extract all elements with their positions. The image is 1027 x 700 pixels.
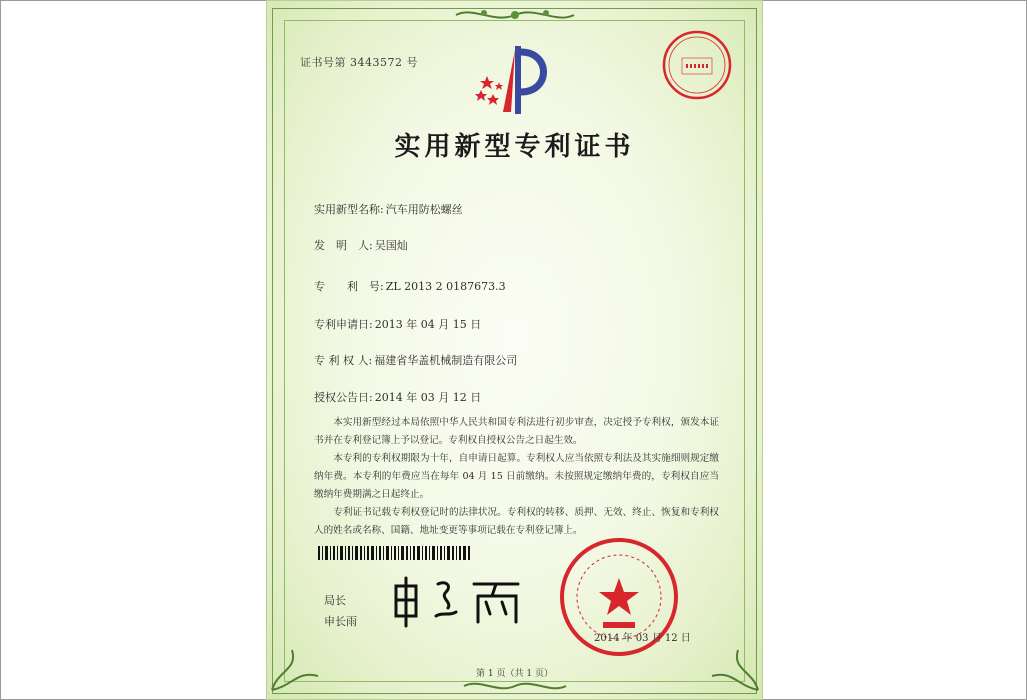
field-value: 汽车用防松螺丝 [385, 203, 463, 216]
page-number: 第 1 页（共 1 页） [476, 669, 553, 679]
corner-ornament-bottom-left [268, 630, 328, 694]
field-value: 2014 年 03 月 12 日 [374, 391, 482, 404]
body-paragraph: 专利证书记载专利权登记时的法律状况。专利权的转移、质押、无效、终止、恢复和专利权人的姓名或名称、国籍、地址变更等事项记载在专利登记簿上。 [314, 507, 719, 536]
barcode [318, 546, 470, 560]
agency-seal [660, 28, 734, 102]
field-value: ZL 2013 2 0187673.3 [385, 280, 506, 293]
certificate-number [300, 54, 418, 70]
patent-office-logo [471, 42, 557, 118]
field-value: 吴国灿 [374, 239, 408, 252]
signer-name: 申长雨 [324, 615, 357, 628]
bottom-vine-ornament [462, 678, 568, 694]
field-label: 实用新型名称: [314, 203, 384, 216]
field-label: 发 明 人: [314, 239, 373, 252]
certificate-number-suffix: 号 [406, 56, 418, 69]
handwritten-signature [386, 572, 536, 628]
certificate-body [314, 414, 719, 540]
field-application-date [314, 316, 481, 332]
signer-title: 局长 [324, 594, 346, 607]
seal-date: 2014 年 03 月 12 日 [594, 633, 691, 644]
patent-certificate [266, 0, 763, 700]
body-paragraph: 本实用新型经过本局依照中华人民共和国专利法进行初步审查，决定授予专利权，颁发本证书并在专利登记簿上予以登记。专利权自授权公告之日起生效。 [314, 417, 719, 446]
certificate-number-label: 证书号第 [300, 56, 346, 69]
certificate-number-value: 3443572 [350, 56, 403, 69]
field-inventor [314, 237, 408, 253]
field-patentee [314, 352, 517, 368]
field-label: 专利申请日: [314, 318, 373, 331]
corner-ornament-bottom-right [702, 630, 762, 694]
field-patent-number [314, 278, 506, 294]
field-label: 专 利 权 人: [314, 354, 373, 367]
certificate-title: 实用新型专利证书 [394, 132, 635, 162]
field-grant-date [314, 389, 481, 405]
top-vine-ornament [454, 6, 576, 24]
field-label: 授权公告日: [314, 391, 373, 404]
field-value: 2013 年 04 月 15 日 [374, 318, 482, 331]
body-paragraph: 本专利的专利权期限为十年，自申请日起算。专利权人应当依照专利法及其实施细则规定缴纳年费。本专利的年费应当在每年 04 月 15 日前缴纳。未按照规定缴纳年费的，专利权自应当缴纳年费期满之日起终止。 [314, 453, 719, 500]
field-utility-model-name [314, 201, 463, 217]
field-label: 专 利 号: [314, 280, 384, 293]
field-value: 福建省华盖机械制造有限公司 [374, 354, 518, 367]
